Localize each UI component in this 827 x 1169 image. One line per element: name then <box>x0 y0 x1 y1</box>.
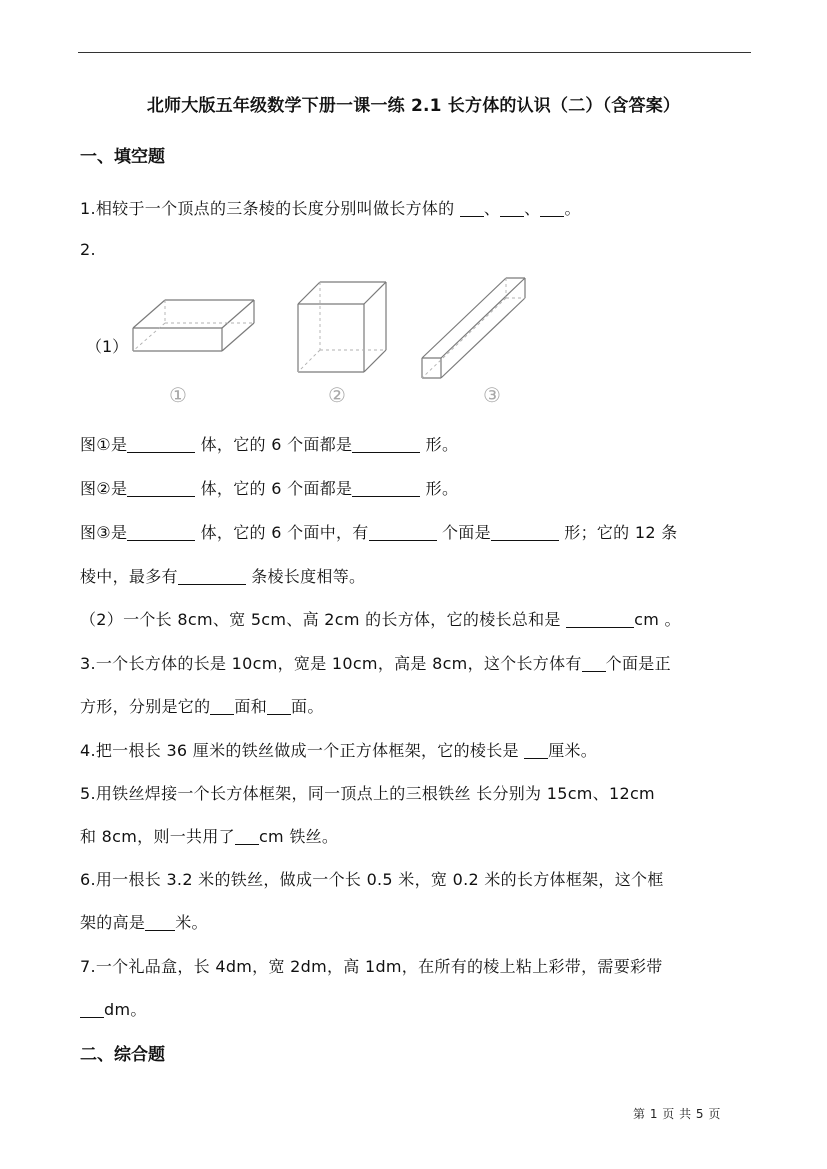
answer-blank[interactable] <box>145 914 175 931</box>
answer-blank[interactable] <box>235 828 259 845</box>
answer-blank[interactable] <box>460 200 484 217</box>
answer-blank[interactable] <box>80 1001 104 1018</box>
question-7-line2: dm。 <box>80 997 147 1020</box>
answer-blank[interactable] <box>352 436 420 453</box>
part-1-label: （1） <box>86 337 129 356</box>
question-2-fig3: 图③是 体，它的 6 个面中，有 个面是 形；它的 12 条 <box>80 523 678 542</box>
page-number: 第 1 页 共 5 页 <box>633 1107 721 1121</box>
question-5-line1: 5.用铁丝焊接一个长方体框架，同一顶点上的三根铁丝 长分别为 15cm、12cm <box>80 784 655 803</box>
question-7-line1: 7.一个礼品盒，长 4dm，宽 2dm，高 1dm，在所有的棱上粘上彩带，需要彩带 <box>80 957 663 976</box>
answer-blank[interactable] <box>582 655 606 672</box>
answer-blank[interactable] <box>491 524 559 541</box>
answer-blank[interactable] <box>540 200 564 217</box>
question-3-line2: 方形，分别是它的 面和 面。 <box>80 697 324 716</box>
long-bar-figure <box>422 278 525 378</box>
answer-blank[interactable] <box>566 611 634 628</box>
question-2-number: 2. <box>80 240 96 259</box>
header-rule <box>78 52 751 53</box>
answer-blank[interactable] <box>369 524 437 541</box>
question-2-fig2: 图②是 体，它的 6 个面都是 形。 <box>80 479 459 498</box>
answer-blank[interactable] <box>127 480 195 497</box>
question-6-line2: 架的高是 米。 <box>80 913 208 932</box>
answer-blank[interactable] <box>524 742 548 759</box>
cube-figure <box>298 282 386 372</box>
answer-blank[interactable] <box>178 568 246 585</box>
question-3-line1: 3.一个长方体的长是 10cm，宽是 10cm，高是 8cm，这个长方体有 个面是正 <box>80 654 671 673</box>
figure-boxes <box>80 270 540 415</box>
question-2-fig1: 图①是 体，它的 6 个面都是 形。 <box>80 435 459 454</box>
flat-cuboid-figure <box>133 300 254 351</box>
section-heading-fill-blank: 一、填空题 <box>80 147 165 167</box>
answer-blank[interactable] <box>127 436 195 453</box>
question-4: 4.把一根长 36 厘米的铁丝做成一个正方体框架，它的棱长是 厘米。 <box>80 741 598 760</box>
figure-label-1: ① <box>169 383 187 407</box>
answer-blank[interactable] <box>267 698 291 715</box>
question-2-fig3-cont: 棱中，最多有 条棱长度相等。 <box>80 567 366 586</box>
answer-blank[interactable] <box>127 524 195 541</box>
question-1: 1.相较于一个顶点的三条棱的长度分别叫做长方体的 、 、 。 <box>80 199 581 218</box>
question-5-line2: 和 8cm，则一共用了 cm 铁丝。 <box>80 827 339 846</box>
answer-blank[interactable] <box>352 480 420 497</box>
question-2-part2: （2）一个长 8cm、宽 5cm、高 2cm 的长方体，它的棱长总和是 cm 。 <box>80 610 681 629</box>
section-heading-comprehensive: 二、综合题 <box>80 1045 165 1065</box>
answer-blank[interactable] <box>210 698 234 715</box>
document-title: 北师大版五年级数学下册一课一练 2.1 长方体的认识（二）（含答案） <box>146 96 681 116</box>
question-6-line1: 6.用一根长 3.2 米的铁丝，做成一个长 0.5 米，宽 0.2 米的长方体框架，这个框 <box>80 870 664 889</box>
answer-blank[interactable] <box>500 200 524 217</box>
figure-label-2: ② <box>328 383 346 407</box>
solids-illustration <box>80 270 540 415</box>
figure-label-3: ③ <box>483 383 501 407</box>
